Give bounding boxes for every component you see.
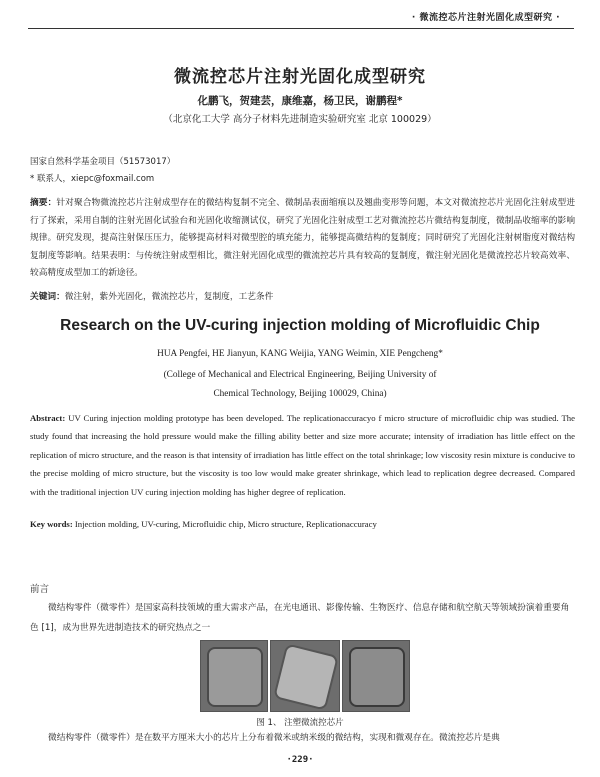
- affiliation-en-line1: (College of Mechanical and Electrical Engineering, Beijing University of: [163, 370, 437, 380]
- fund-note: 国家自然科学基金项目（51573017）: [30, 157, 176, 167]
- affiliation-cn: （北京化工大学 高分子材料先进制造实验研究室 北京 100029）: [163, 114, 437, 125]
- page-title-cn: 微流控芯片注射光固化成型研究: [174, 67, 426, 87]
- affiliation-en-line2: Chemical Technology, Beijing 100029, China): [213, 389, 387, 399]
- chip-photo-3: [342, 640, 410, 712]
- body-paragraph: 微结构零件（微零件）是在数平方厘米大小的芯片上分布着微米或纳米级的微结构，实现和微观存在。微流控芯片是典: [48, 733, 500, 743]
- abstract-en: [30, 409, 575, 501]
- abstract-en-text: UV Curing injection molding prototype has been developed. The replicationaccuracyo f micro structure of microfluidic chip was studied. The study found that increasing the hold pressure would make the filling ability better and size more accurate; intensity of irradiation has little effect on the replication of micro structure, and the reason is that intensity of irradiation has little effect on the total shrinkage; low viscosity resin mixture is conducive to the precise molding of micro structure, but the viscosity is too low would make greater shrinkage, which lead to replication degree decreased. Compared with the traditional injection UV curing injection molding has higher degree of replication.: [30, 413, 576, 497]
- contact-note: * 联系人，xiepc@foxmail.com: [30, 174, 155, 184]
- keywords-en-text: Injection molding, UV-curing, Microfluidic chip, Micro structure, Replicationaccuracy: [74, 519, 377, 529]
- figure-caption: 图 1、 注塑微流控芯片: [256, 718, 344, 728]
- keywords-en-label: Key words:: [30, 519, 73, 529]
- authors-cn: 化鹏飞，贺建芸，康维嘉，杨卫民，谢鹏程*: [197, 95, 403, 107]
- section-title: 前言: [30, 584, 50, 595]
- abstract-cn-label: 摘要：: [30, 198, 57, 208]
- intro-paragraph: 微结构零件（微零件）是国家高科技领域的重大需求产品，在光电通讯、影像传输、生物医疗、信息存储和航空航天等领域扮演着重要角色 [1]，成为世界先进制造技术的研究热点之一: [30, 603, 570, 633]
- chip-photo-1: [200, 640, 268, 712]
- abstract-cn: [30, 195, 575, 283]
- chip-photo-2: [270, 640, 340, 712]
- running-head: · 微流控芯片注射光固化成型研究 ·: [411, 13, 560, 23]
- page-title-en: Research on the UV-curing injection molding of Microfluidic Chip: [60, 317, 540, 334]
- page-number: ·229·: [286, 755, 314, 765]
- abstract-en-label: Abstract:: [30, 413, 66, 423]
- header-rule: [28, 28, 574, 29]
- keywords-en: [30, 519, 575, 529]
- keywords-cn-text: 微注射，紫外光固化，微流控芯片，复制度，工艺条件: [64, 292, 274, 302]
- abstract-cn-text: 针对聚合物微流控芯片注射成型存在的微结构复制不完全、微制品表面缩痕以及翘曲变形等问题，本文对微流控芯片光固化注射成型进行了探索，采用自制的注射光固化试验台和光固化收缩测试仪，研究了光固化注射成型工艺对微流控芯片微结构复制度，微制品收缩率的影响规律。研究发现，提高注射保压压力，能够提高材料对微型腔的填充能力，能够提高微结构的复制度；同时研究了光固化注射树脂度对微结构复制度等影响。结果表明：与传统注射成型相比，微注射光固化成型的微流控芯片具有较高的复制度，微注射光固化是微流控芯片较高效率、较高精度成型加工的新途径。: [30, 198, 576, 279]
- authors-en: HUA Pengfei, HE Jianyun, KANG Weijia, YANG Weimin, XIE Pengcheng*: [157, 349, 443, 359]
- keywords-cn: [30, 289, 575, 307]
- keywords-cn-label: 关键词：: [30, 292, 65, 302]
